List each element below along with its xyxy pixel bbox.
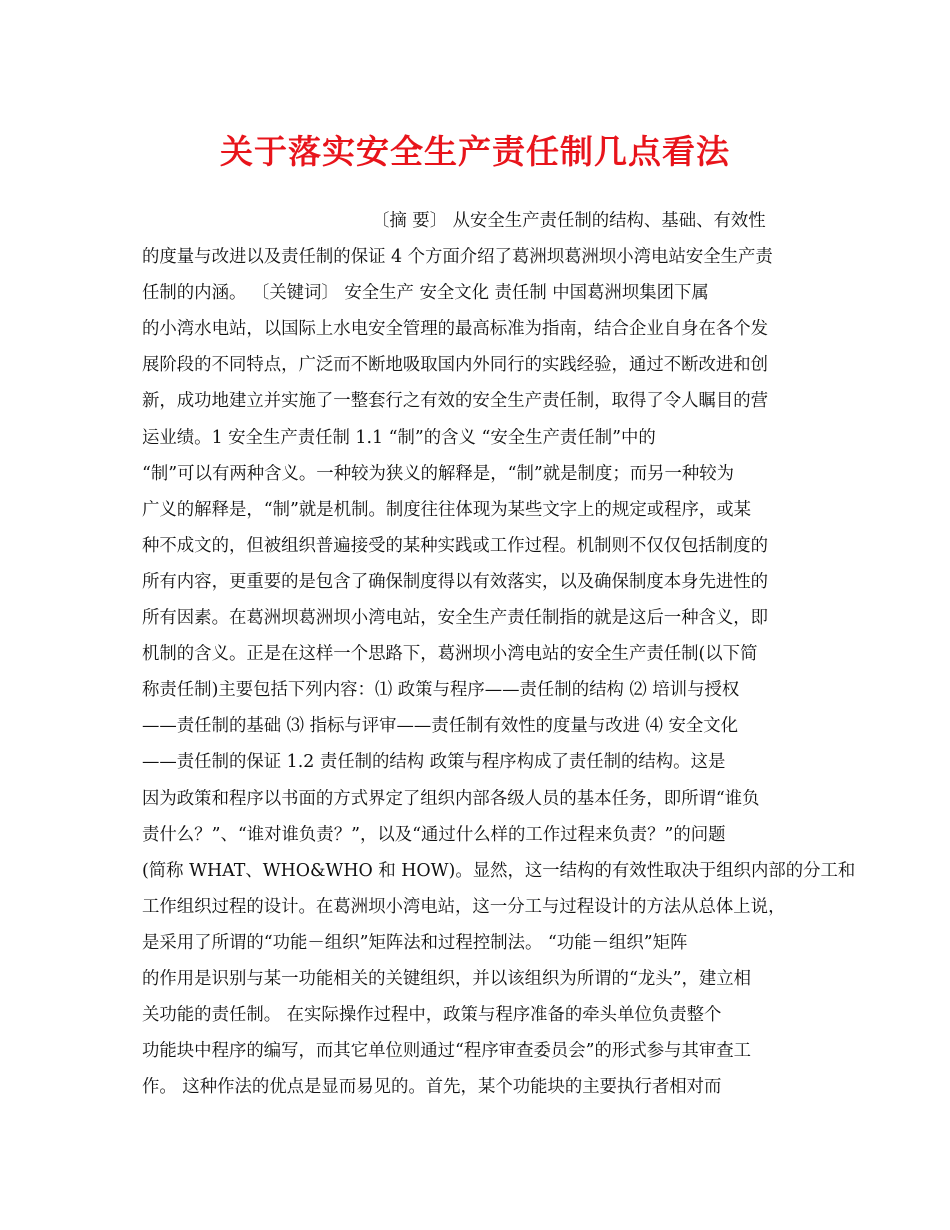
paragraph-line: ——责任制的保证 1.2 责任制的结构 政策与程序构成了责任制的结构。这是: [142, 752, 726, 773]
paragraph-line: 任制的内涵。 〔关键词〕 安全生产 安全文化 责任制 中国葛洲坝集团下属: [142, 283, 709, 304]
paragraph-line: 工作组织过程的设计。在葛洲坝小湾电站，这一分工与过程设计的方法从总体上说，: [142, 896, 786, 917]
paragraph-line: 的度量与改进以及责任制的保证 4 个方面介绍了葛洲坝葛洲坝小湾电站安全生产责: [142, 247, 773, 268]
paragraph-line: ——责任制的基础 ⑶ 指标与评审——责任制有效性的度量与改进 ⑷ 安全文化: [142, 716, 739, 737]
paragraph-line: 的小湾水电站，以国际上水电安全管理的最高标准为指南，结合企业自身在各个发: [142, 319, 769, 340]
paragraph-line: 新，成功地建立并实施了一整套行之有效的安全生产责任制，取得了令人瞩目的营: [142, 391, 769, 412]
document-body: [142, 203, 856, 1105]
paragraph-line: 关功能的责任制。 在实际操作过程中，政策与程序准备的牵头单位负责整个: [142, 1005, 722, 1026]
paragraph-line: [142, 203, 808, 239]
paragraph-line: 机制的含义。正是在这样一个思路下，葛洲坝小湾电站的安全生产责任制(以下简: [142, 644, 758, 665]
paragraph-line: 所有内容，更重要的是包含了确保制度得以有效落实，以及确保制度本身先进性的: [142, 571, 769, 592]
paragraph-line-text: 〔摘 要〕 从安全生产责任制的结构、基础、有效性: [372, 211, 766, 231]
paragraph-line: 因为政策和程序以书面的方式界定了组织内部各级人员的基本任务，即所谓“谁负: [142, 788, 760, 809]
paragraph-line: 展阶段的不同特点，广泛而不断地吸取国内外同行的实践经验，通过不断改进和创: [142, 355, 769, 376]
paragraph-line: 所有因素。在葛洲坝葛洲坝小湾电站，安全生产责任制指的就是这后一种含义，即: [142, 608, 769, 629]
paragraph-line: 广义的解释是，“制”就是机制。制度往往体现为某些文字上的规定或程序，或某: [142, 499, 752, 520]
document-title: 关于落实安全生产责任制几点看法: [220, 132, 730, 171]
paragraph-line: 称责任制)主要包括下列内容：⑴ 政策与程序——责任制的结构 ⑵ 培训与授权: [142, 680, 740, 701]
paragraph-line: 的作用是识别与某一功能相关的关键组织，并以该组织为所谓的“龙头”，建立相: [142, 968, 752, 989]
paragraph-line: “制”可以有两种含义。一种较为狭义的解释是，“制”就是制度；而另一种较为: [142, 463, 735, 484]
paragraph-line: 作。 这种作法的优点是显而易见的。首先，某个功能块的主要执行者相对而: [142, 1077, 722, 1098]
paragraph-line: 功能块中程序的编写，而其它单位则通过“程序审查委员会”的形式参与其审查工: [142, 1041, 752, 1062]
paragraph-line: 责什么？”、“谁对谁负责？”，以及“通过什么样的工作过程来负责？”的问题: [142, 824, 726, 845]
paragraph-line: 是采用了所谓的“功能－组织”矩阵法和过程控制法。 “功能－组织”矩阵: [142, 932, 688, 953]
paragraph-line: (简称 WHAT、WHO&WHO 和 HOW)。显然，这一结构的有效性取决于组织内部的分工和: [142, 860, 856, 881]
paragraph-line: 运业绩。1 安全生产责任制 1.1 “制”的含义 “安全生产责任制”中的: [142, 427, 656, 448]
paragraph-line: 种不成文的，但被组织普遍接受的某种实践或工作过程。机制则不仅仅包括制度的: [142, 535, 769, 556]
